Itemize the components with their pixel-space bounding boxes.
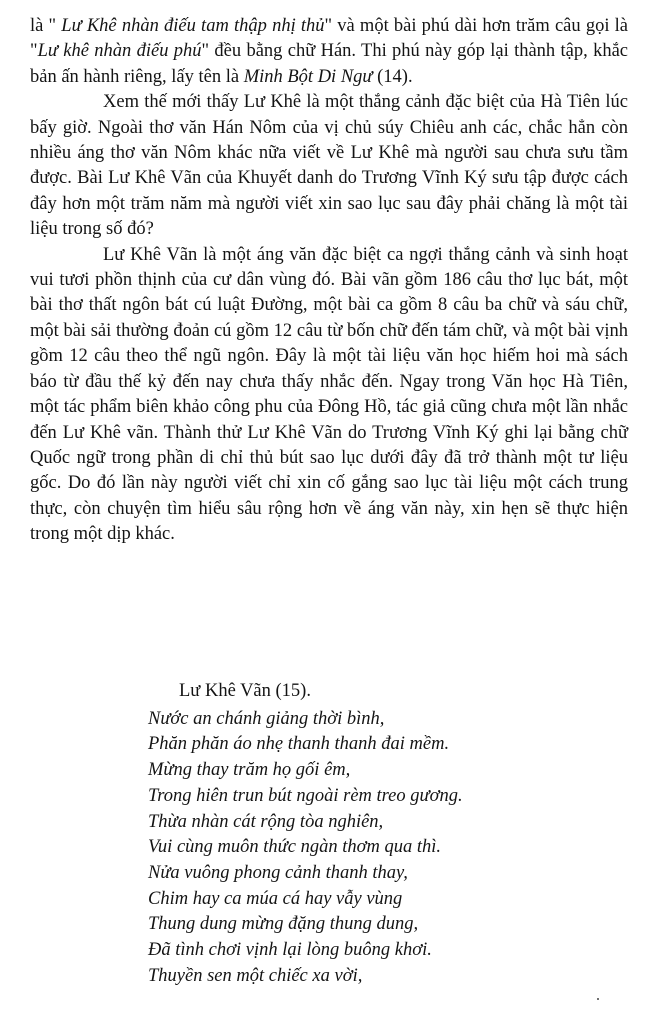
poem-line: Thừa nhàn cát rộng tòa nghiên, bbox=[148, 811, 384, 832]
poem-line: Đã tình chơi vịnh lại lòng buông khơi. bbox=[148, 940, 432, 961]
paragraph-1-text-b: " và một bài phú dài hơn trăm câu gọi là " bbox=[30, 16, 629, 62]
work-title-lu-khe-nhan-dieu-phu: Lư khê nhàn điếu phú bbox=[37, 41, 202, 62]
poem-line: Trong hiên trun bút ngoài rèm treo gương. bbox=[148, 785, 463, 806]
paragraph-1 bbox=[30, 14, 628, 90]
paragraph-1-text-a: là " bbox=[30, 16, 62, 36]
paragraph-1-text-d: (14). bbox=[372, 66, 413, 87]
paragraph-2: Xem thế mới thấy Lư Khê là một thắng cảnh đặc biệt của Hà Tiên lúc bấy giờ. Ngoài thơ văn Hán Nôm của vị chủ súy Chiêu anh các, chắc hẳn còn nhiều áng thơ văn Nôm khác nữa viết về Lư Khê mà người sau chưa sưu tầm được. Bài Lư Khê Vãn của Khuyết danh do Trương Vĩnh Ký sưu tập được cách đây hơn một trăm năm mà người viết xin sao lục sau đây phải chăng là một tài liệu trong số đó? bbox=[30, 92, 628, 240]
poem-title: Lư Khê Vãn (15). bbox=[179, 681, 311, 701]
work-title-minh-bot-di-ngu: Minh Bột Di Ngư bbox=[243, 66, 373, 87]
poem-line: Thung dung mừng đặng thung dung, bbox=[148, 914, 419, 935]
poem-line: Nửa vuông phong cảnh thanh thay, bbox=[148, 862, 408, 883]
prose-body bbox=[30, 14, 628, 548]
poem-line: Phăn phăn áo nhẹ thanh thanh đai mềm. bbox=[148, 734, 450, 755]
poem-line: Nước an chánh giảng thời bình, bbox=[148, 708, 385, 729]
paragraph-3: Lư Khê Vãn là một áng văn đặc biệt ca ngợi thắng cảnh và sinh hoạt vui tươi phồn thịnh của cư dân vùng đó. Bài vãn gồm 186 câu thơ lục bát, một bài thơ thất ngôn bát cú luật Đường, một bài ca gồm 8 câu ba chữ và sáu chữ, một bài sải thường đoản cú gồm 12 câu từ bốn chữ đến tám chữ, và một bài vịnh gồm 12 câu theo thể ngũ ngôn. Đây là một tài liệu văn học hiếm hoi mà sách báo từ đầu thế kỷ đến nay chưa thấy nhắc đến. Ngay trong Văn học Hà Tiên, một tác phẩm biên khảo công phu của Đông Hồ, tác giả cũng chưa một lần nhắc đến Lư Khê vãn. Thành thử Lư Khê Vãn do Trương Vĩnh Ký ghi lại bằng chữ Quốc ngữ trong phần di chỉ thủ bút sao lục dưới đây đã trở thành một tư liệu gốc. Do đó lần này người viết chỉ xin cố gắng sao lục tài liệu một cách trung thực, còn chuyện tìm hiểu sâu rộng hơn về áng văn này, xin hẹn sẽ thực hiện trong một dịp khác. bbox=[30, 244, 628, 545]
poem-line: Mừng thay trăm họ gối êm, bbox=[148, 760, 351, 781]
poem-line: Chim hay ca múa cá hay vẫy vùng bbox=[148, 888, 403, 909]
scan-speck bbox=[597, 998, 599, 1000]
poem-line: Thuyền sen một chiếc xa vời, bbox=[148, 965, 363, 986]
work-title-lu-khe-nhan-dieu-tam-thap-nhi-thu: Lư Khê nhàn điếu tam thập nhị thủ bbox=[61, 16, 325, 36]
poem-block bbox=[148, 679, 628, 989]
poem-line: Vui cùng muôn thức ngàn thơm qua thì. bbox=[148, 837, 441, 858]
paragraph-1-text-c: " đều bằng chữ Hán. Thi phú này góp lại thành tập, khắc bản ấn hành riêng, lấy tên là bbox=[30, 41, 628, 87]
